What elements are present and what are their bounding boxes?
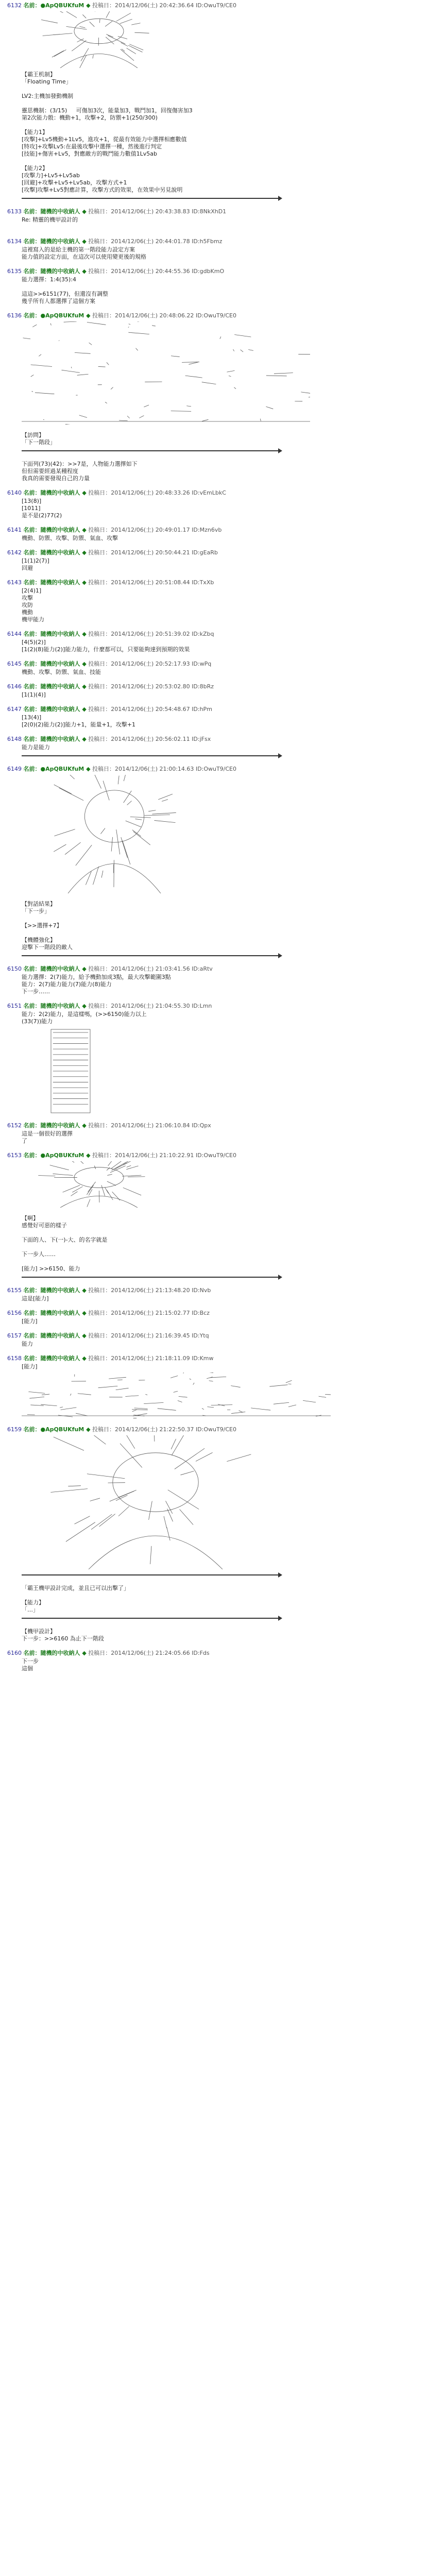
post-number[interactable]: 6141 <box>7 527 22 533</box>
post-meta: 投稿日：2014/12/06(土) 20:50:44.21 ID:gEaRb <box>88 549 218 556</box>
post-meta: 投稿日：2014/12/06(土) 21:00:14.63 ID:OwuT9/CE0 <box>92 766 237 772</box>
post-line: 機甲能力 <box>22 616 44 623</box>
right-arrow-icon <box>278 196 282 201</box>
post-line: [1(1)2(7)] <box>22 557 49 564</box>
poster-name: 名前：隨機的中收納人 ◆ <box>23 1122 87 1129</box>
post-line: 能力選擇：1:4(35):4 <box>22 276 76 283</box>
thread-post <box>7 1152 419 1208</box>
ascii-art-illustration <box>22 321 419 425</box>
thread-post <box>7 1650 419 1672</box>
post-body <box>22 216 419 231</box>
post-body <box>22 1658 419 1672</box>
post-line: 第2次能力骰：機動+1，攻擊+2，防禦+1(250/300) <box>22 114 158 121</box>
post-meta: 投稿日：2014/12/06(土) 20:56:02.11 ID:jFsx <box>88 736 211 742</box>
post-line: 感覺好可惡的樣子 <box>22 1222 67 1229</box>
post-line: [1(1)(4)] <box>22 691 46 698</box>
post-line: 【>>選擇+7】 <box>22 922 62 929</box>
post-number[interactable]: 6135 <box>7 268 22 275</box>
post-line: [13(8)] <box>22 498 42 504</box>
post-number[interactable]: 6155 <box>7 1287 22 1294</box>
post-header <box>7 736 419 743</box>
ascii-art-illustration <box>22 11 419 68</box>
poster-name: 名前：隨機的中收納人 ◆ <box>23 549 87 556</box>
post-line: 回避 <box>22 565 33 571</box>
poster-name: 名前：●ApQBUKfuM ◆ <box>23 766 91 772</box>
post-line: 能力：2(7)能力能力(7)能力(8)能力 <box>22 981 112 988</box>
post-header <box>7 660 419 668</box>
post-line: 下面的人、下(一)-大、的名字就是 <box>22 1236 108 1243</box>
post-meta: 投稿日：2014/12/06(土) 20:42:36.64 ID:OwuT9/CE0 <box>92 2 237 9</box>
post-number[interactable]: 6156 <box>7 1310 22 1316</box>
poster-name: 名前：●ApQBUKfuM ◆ <box>23 2 91 9</box>
divider-line <box>22 1277 279 1278</box>
post-line: 下一步：>>6160 為止下一階段 <box>22 1635 104 1642</box>
ascii-art-illustration <box>22 1435 419 1569</box>
post-line: LV2:主機加發動機制 <box>22 93 74 99</box>
post-line: [1011] <box>22 505 41 512</box>
post-line <box>22 100 419 107</box>
thread-post <box>7 1003 419 1115</box>
post-line: 機動 <box>22 609 33 616</box>
post-line: [攻擊]攻擊+Lv5對應計算，攻擊方式的效果，在效果中另見說明 <box>22 187 183 193</box>
post-header <box>7 489 419 497</box>
thread-post <box>7 965 419 995</box>
post-header <box>7 1355 419 1362</box>
post-body <box>22 639 419 653</box>
post-line: [技能]+傷害+Lv5，對應敵方的戰鬥能力數值1Lv5ab <box>22 150 158 157</box>
post-header <box>7 579 419 586</box>
poster-name: 名前：隨機的中收納人 ◆ <box>23 268 87 275</box>
post-line: [回避]+攻擊+Lv5+Lv5ab，攻擊方式+1 <box>22 179 127 186</box>
post-line: [2(0)(2)能力(2)]能力+1，能量+1，攻擊+1 <box>22 721 135 728</box>
thread-post <box>7 1287 419 1302</box>
section-divider-arrow <box>22 1572 419 1578</box>
post-header <box>7 268 419 275</box>
post-header <box>7 631 419 638</box>
post-line: 但但需要經過某種程度 <box>22 468 78 474</box>
post-body <box>22 557 419 572</box>
thread-post <box>7 1426 419 1578</box>
post-body <box>22 691 419 699</box>
post-header <box>7 527 419 534</box>
post-meta: 投稿日：2014/12/06(土) 21:03:41.56 ID:aRtv <box>88 965 213 972</box>
post-body <box>22 1236 419 1273</box>
right-arrow-icon <box>278 1616 282 1621</box>
post-line: 能力值的設定方面，在這次可以使用變更後的規格 <box>22 253 146 260</box>
poster-name: 名前：隨機的中收納人 ◆ <box>23 1003 87 1009</box>
ascii-art-illustration <box>22 1372 419 1419</box>
thread-post <box>7 631 419 653</box>
poster-name: 名前：隨機的中收納人 ◆ <box>23 238 87 245</box>
poster-name: 名前：隨機的中收納人 ◆ <box>23 1332 87 1339</box>
thread-post <box>7 579 419 623</box>
post-header <box>7 312 419 319</box>
post-line: 下面列(73)(42)：>>7是，人物能力選擇如下 <box>22 461 138 467</box>
post-body <box>22 461 419 482</box>
post-header <box>7 1310 419 1317</box>
post-line: [能力] <box>22 1363 38 1370</box>
post-line: 【霸王机制】 <box>22 71 56 78</box>
post-header <box>7 1152 419 1159</box>
ascii-art-figure <box>22 321 310 425</box>
post-line: [攻擊力]+Lv5+Lv5ab <box>22 172 80 179</box>
post-line: 下一步 <box>22 1658 39 1665</box>
thread-post <box>7 660 419 676</box>
post-line: [13(4)] <box>22 714 42 721</box>
post-body <box>22 276 419 305</box>
right-arrow-icon <box>278 953 282 958</box>
section-divider-arrow <box>22 1275 419 1280</box>
post-line: 能力：2(2)能力，是這樣嗎，(>>6150)能力以上 <box>22 1011 147 1018</box>
post-number[interactable]: 6153 <box>7 1152 22 1159</box>
thread-post <box>7 238 419 261</box>
post-header <box>7 683 419 690</box>
post-meta: 投稿日：2014/12/06(土) 21:16:39.45 ID:Ytq <box>88 1332 209 1339</box>
post-number[interactable]: 6151 <box>7 1003 22 1009</box>
thread-post <box>7 461 419 482</box>
post-meta: 投稿日：2014/12/06(土) 20:52:17.93 ID:wPq <box>88 660 212 667</box>
post-number[interactable]: 6158 <box>7 1355 22 1362</box>
thread-post <box>7 1310 419 1325</box>
post-header <box>7 1332 419 1340</box>
thread-post <box>7 683 419 699</box>
post-line: 我真的需要發現自己的力量 <box>22 475 90 482</box>
thread-post <box>7 1122 419 1145</box>
post-meta: 投稿日：2014/12/06(土) 20:53:02.80 ID:8bRz <box>88 683 214 690</box>
post-line: [特攻]+攻擊Lv5:在最後攻擊中選擇一種，然後進行判定 <box>22 143 162 150</box>
post-number[interactable]: 6140 <box>7 489 22 496</box>
post-line: 能力選擇：2(7)能力，給予機動加成3點，最大攻擊範圍3點 <box>22 974 171 980</box>
post-body <box>22 432 419 446</box>
post-number[interactable]: 6146 <box>7 683 22 690</box>
section-divider-arrow <box>22 448 419 453</box>
post-line: 【能力2】 <box>22 165 48 172</box>
post-line: 這個 <box>22 1665 33 1672</box>
post-header <box>7 965 419 973</box>
post-body <box>22 974 419 995</box>
thread-post <box>7 312 419 425</box>
post-header <box>7 238 419 245</box>
post-line: [1(2)(8)能力(2)]能力能力，什麼都可以，只要能夠達到預期的效果 <box>22 646 190 653</box>
right-arrow-icon <box>278 1275 282 1280</box>
post-number[interactable]: 6134 <box>7 238 22 245</box>
post-number[interactable]: 6157 <box>7 1332 22 1339</box>
ascii-art-illustration <box>22 1161 419 1208</box>
post-header <box>7 549 419 556</box>
post-meta: 投稿日：2014/12/06(土) 21:24:05.66 ID:Fds <box>88 1650 210 1656</box>
post-line: 【啊】 <box>22 1215 39 1222</box>
post-body <box>22 71 419 194</box>
poster-name: 名前：隨機的中收納人 ◆ <box>23 660 87 667</box>
post-number[interactable]: 6133 <box>7 208 22 215</box>
post-body <box>22 246 419 261</box>
post-body <box>22 1215 419 1229</box>
ascii-art-illustration <box>22 775 419 893</box>
post-body <box>22 587 419 623</box>
post-number[interactable]: 6144 <box>7 631 22 637</box>
poster-name: 名前：隨機的中收納人 ◆ <box>23 683 87 690</box>
post-line: [能力] <box>22 1318 38 1325</box>
section-divider-arrow <box>22 1616 419 1621</box>
post-number[interactable]: 6150 <box>7 965 22 972</box>
post-line: 這裡寫入的是給主機的第一階段能力設定方案 <box>22 246 135 253</box>
post-line: 【對話結果】 <box>22 901 56 907</box>
poster-name: 名前：隨機的中收納人 ◆ <box>23 965 87 972</box>
post-line: 機動、攻擊、防禦、氣血、技能 <box>22 669 101 675</box>
post-meta: 投稿日：2014/12/06(土) 21:15:02.77 ID:Bcz <box>88 1310 210 1316</box>
post-line: 靈思機制：(3/15) 可傷加3次，能量加3，戰鬥加1，回復傷害加3 <box>22 107 193 114</box>
poster-name: 名前：隨機的中收納人 ◆ <box>23 527 87 533</box>
thread-post <box>7 549 419 572</box>
post-line <box>22 158 419 165</box>
ascii-art-figure <box>22 1027 120 1115</box>
post-line: 是不是(2)77(2) <box>22 512 62 519</box>
post-line: 機動、防禦、攻擊、防禦、氣血、攻擊 <box>22 535 118 541</box>
thread-post <box>7 432 419 453</box>
post-body <box>22 1599 419 1614</box>
post-line: 「下一階段」 <box>22 439 56 446</box>
post-line: 能力是能力 <box>22 744 50 751</box>
post-header <box>7 1426 419 1433</box>
right-arrow-icon <box>278 448 282 453</box>
post-meta: 投稿日：2014/12/06(土) 20:48:33.26 ID:vEmLbkC <box>88 489 226 496</box>
ascii-art-illustration <box>22 1027 419 1115</box>
thread-post <box>7 706 419 728</box>
post-line <box>22 1258 419 1265</box>
ascii-art-figure <box>22 1372 331 1419</box>
post-meta: 投稿日：2014/12/06(土) 20:51:39.02 ID:kZbq <box>88 631 214 637</box>
post-line: 【機體強化】 <box>22 937 56 943</box>
post-line: 攻擊 <box>22 595 33 601</box>
poster-name: 名前：隨機的中收納人 ◆ <box>23 579 87 586</box>
post-header <box>7 2 419 9</box>
thread-post <box>7 208 419 231</box>
section-divider-arrow <box>22 196 419 201</box>
post-meta: 投稿日：2014/12/06(土) 21:10:22.91 ID:OwuT9/CE0 <box>92 1152 237 1159</box>
post-meta: 投稿日：2014/12/06(土) 21:13:48.20 ID:Nvb <box>88 1287 211 1294</box>
post-number[interactable]: 6159 <box>7 1426 22 1433</box>
post-line: 【訪問】 <box>22 432 44 438</box>
post-header <box>7 1650 419 1657</box>
post-body <box>22 1363 419 1370</box>
post-line: 下一步人…… <box>22 1251 56 1258</box>
post-body <box>22 498 419 519</box>
post-number[interactable]: 6148 <box>7 736 22 742</box>
post-number[interactable]: 6132 <box>7 2 22 9</box>
post-line <box>22 915 419 922</box>
post-body <box>22 1628 419 1642</box>
post-number[interactable]: 6149 <box>7 766 22 772</box>
poster-name: 名前：隨機的中收納人 ◆ <box>23 1650 87 1656</box>
post-line: Re: 精靈的機甲設計的 <box>22 216 78 223</box>
poster-name: 名前：隨機的中收納人 ◆ <box>23 489 87 496</box>
section-divider-arrow <box>22 953 419 958</box>
post-header <box>7 1122 419 1129</box>
thread-post <box>7 736 419 758</box>
post-line: [攻擊]+Lv5機動+1Lv5，進攻+1，從最有效能力中選擇相應數值 <box>22 136 187 143</box>
thread-post <box>7 527 419 542</box>
divider-line <box>22 1618 279 1619</box>
poster-name: 名前：隨機的中收納人 ◆ <box>23 736 87 742</box>
post-number[interactable]: 6136 <box>7 312 22 319</box>
post-line: [2(4)1] <box>22 587 42 594</box>
post-body <box>22 535 419 542</box>
thread-post <box>7 937 419 958</box>
thread-post <box>7 766 419 893</box>
post-header <box>7 706 419 713</box>
divider-line <box>22 955 279 956</box>
post-body <box>22 1318 419 1325</box>
post-header <box>7 1287 419 1294</box>
thread-post <box>7 1215 419 1229</box>
post-meta: 投稿日：2014/12/06(土) 20:54:48.67 ID:hPm <box>88 706 212 713</box>
post-number[interactable]: 6147 <box>7 706 22 713</box>
ascii-art-figure <box>22 1435 289 1569</box>
poster-name: 名前：隨機的中收納人 ◆ <box>23 208 87 215</box>
post-line: 「Floating Time」 <box>22 78 72 85</box>
post-meta: 投稿日：2014/12/06(土) 21:22:50.37 ID:OwuT9/CE0 <box>92 1426 237 1433</box>
post-line: 「霸王機甲設計完成，並且已可以出擊了」 <box>22 1585 129 1591</box>
post-line <box>22 224 419 231</box>
post-line <box>22 1244 419 1251</box>
post-line: 了 <box>22 1138 27 1144</box>
post-body <box>22 937 419 951</box>
post-meta: 投稿日：2014/12/06(土) 20:51:08.44 ID:TxXb <box>88 579 214 586</box>
thread-post <box>7 268 419 305</box>
post-body <box>22 1011 419 1025</box>
post-line: 幾乎所有人都選擇了這個方案 <box>22 298 95 304</box>
divider-line <box>22 1574 279 1575</box>
post-line: 「下一步」 <box>22 908 50 914</box>
ascii-art-figure <box>22 1161 176 1208</box>
post-number[interactable]: 6143 <box>7 579 22 586</box>
post-line <box>22 283 419 291</box>
post-line: 下一步…… <box>22 988 50 995</box>
post-line: 這這>>6151(77)，但還沒有調整 <box>22 291 109 297</box>
thread-post <box>7 2 419 201</box>
post-line: 迎擊下一階段的敵人 <box>22 944 73 951</box>
post-number[interactable]: 6160 <box>7 1650 22 1656</box>
post-line: [能力] >>6150、能力 <box>22 1265 80 1272</box>
poster-name: 名前：●ApQBUKfuM ◆ <box>23 1152 91 1159</box>
poster-name: 名前：隨機的中收納人 ◆ <box>23 1310 87 1316</box>
post-body <box>22 901 419 929</box>
section-divider-arrow <box>22 753 419 758</box>
post-meta: 投稿日：2014/12/06(土) 20:43:38.83 ID:8NkXhD1 <box>88 208 227 215</box>
thread-post <box>7 1599 419 1621</box>
post-body <box>22 744 419 751</box>
post-number[interactable]: 6145 <box>7 660 22 667</box>
post-line: 【機甲設計】 <box>22 1628 56 1635</box>
thread-post <box>7 1236 419 1280</box>
post-body <box>22 1585 419 1592</box>
poster-name: 名前：●ApQBUKfuM ◆ <box>23 1426 91 1433</box>
divider-line <box>22 198 279 199</box>
thread-post <box>7 1355 419 1419</box>
post-meta: 投稿日：2014/12/06(土) 20:48:06.22 ID:OwuT9/CE0 <box>92 312 237 319</box>
poster-name: 名前：隨機的中收納人 ◆ <box>23 706 87 713</box>
post-body <box>22 1130 419 1145</box>
right-arrow-icon <box>278 1572 282 1578</box>
poster-name: 名前：●ApQBUKfuM ◆ <box>23 312 91 319</box>
post-body <box>22 1295 419 1302</box>
post-line: 攻防 <box>22 602 33 608</box>
thread-post <box>7 1628 419 1642</box>
post-meta: 投稿日：2014/12/06(土) 21:04:55.30 ID:Lmn <box>88 1003 212 1009</box>
post-line: 【能力】 <box>22 1599 44 1606</box>
post-number[interactable]: 6142 <box>7 549 22 556</box>
post-header <box>7 1003 419 1010</box>
divider-line <box>22 450 279 451</box>
post-meta: 投稿日：2014/12/06(土) 20:44:55.36 ID:gdbKmO <box>88 268 225 275</box>
post-header <box>7 208 419 215</box>
ascii-art-figure <box>22 775 207 893</box>
thread-post <box>7 489 419 519</box>
post-line <box>22 122 419 129</box>
post-line: 【能力1】 <box>22 129 48 135</box>
post-line: [4(5)(2)] <box>22 639 46 646</box>
post-number[interactable]: 6152 <box>7 1122 22 1129</box>
post-body <box>22 1341 419 1348</box>
post-line <box>22 86 419 93</box>
post-meta: 投稿日：2014/12/06(土) 20:44:01.78 ID:h5Fbmz <box>88 238 223 245</box>
thread-post <box>7 901 419 929</box>
post-line: 能力 <box>22 1341 33 1347</box>
poster-name: 名前：隨機的中收納人 ◆ <box>23 631 87 637</box>
post-line: 「…」 <box>22 1606 39 1613</box>
post-line: 這是一個很好的選擇 <box>22 1130 73 1137</box>
post-body <box>22 669 419 676</box>
divider-line <box>22 755 279 756</box>
post-line: (33(7))能力 <box>22 1018 53 1025</box>
poster-name: 名前：隨機的中收納人 ◆ <box>23 1355 87 1362</box>
post-meta: 投稿日：2014/12/06(土) 21:18:11.09 ID:Kmw <box>88 1355 214 1362</box>
poster-name: 名前：隨機的中收納人 ◆ <box>23 1287 87 1294</box>
right-arrow-icon <box>278 753 282 758</box>
thread-post <box>7 1585 419 1592</box>
thread-post <box>7 1332 419 1348</box>
ascii-art-figure <box>22 11 176 68</box>
post-line: 這是[能力] <box>22 1295 49 1302</box>
post-body <box>22 714 419 728</box>
post-meta: 投稿日：2014/12/06(土) 20:49:01.17 ID:Mzn6vb <box>88 527 222 533</box>
post-header <box>7 766 419 773</box>
post-meta: 投稿日：2014/12/06(土) 21:06:10.84 ID:Qpx <box>88 1122 211 1129</box>
